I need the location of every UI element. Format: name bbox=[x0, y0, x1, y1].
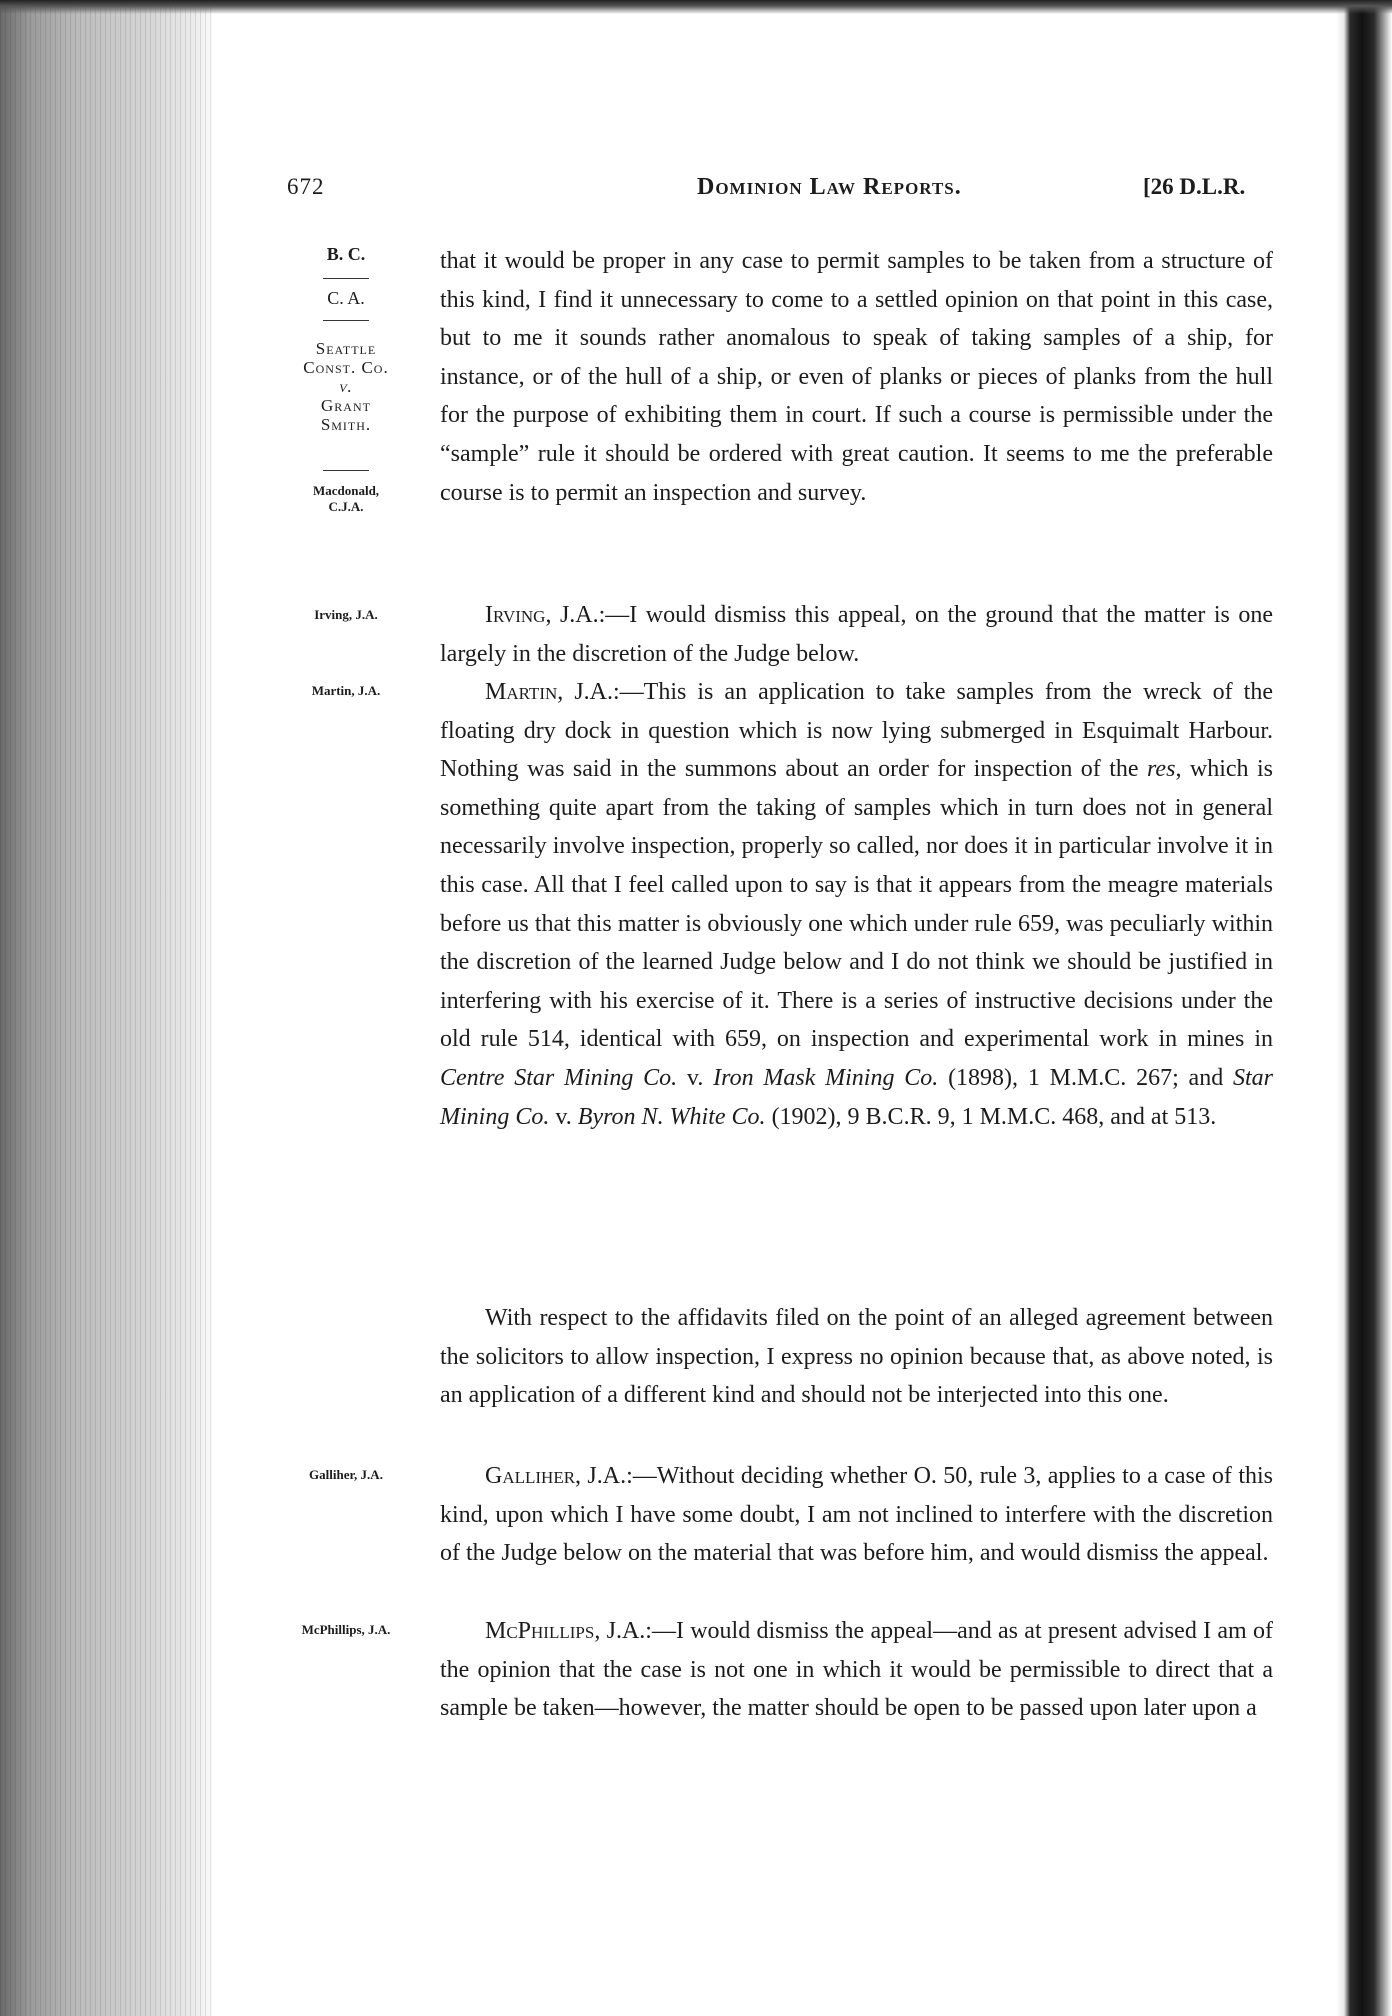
judge-line: Macdonald, bbox=[312, 483, 380, 498]
paragraph: that it would be proper in any case to permit samples to be taken from a structure of this kind, I find it unnecessary to come to a settled opinion on that point in this case, but to me it sounds rather anomalous to speak of taking samples of a ship, for instance, or of the hull of a ship, or even of planks or pieces of planks from the hull for the purpose of exhibiting them in court. If such a course is permissible under the “sample” rule it should be ordered with great caution. It seems to me the preferable course is to permit an inspection and survey. bbox=[440, 248, 1273, 506]
margin-judge-mcphillips: McPhillips, J.A. bbox=[301, 1622, 391, 1637]
case-name-line: Smith. bbox=[320, 415, 372, 434]
book-page-edge-lines bbox=[0, 0, 212, 2016]
judge-name: McPhillips bbox=[485, 1618, 595, 1644]
margin-judge-irving: Irving, J.A. bbox=[314, 607, 378, 622]
paragraph-text: , J.A.:—Without deciding whether O. 50, rule 3, applies to a case of this kind, upon which I have some doubt, I am not inclined to interfere with the discretion of the Judge below on the material that was before him, and would dismiss the appeal. bbox=[440, 1463, 1273, 1567]
paragraph-text: , J.A.:—This is an application to take samples from the wreck of the floating dry dock in question which is now lying submerged in Esquimalt Harbour. Nothing was said in the summons about an order for inspection of the bbox=[440, 679, 1273, 783]
judge-name: Martin bbox=[485, 679, 558, 705]
margin-judge-martin: Martin, J.A. bbox=[311, 683, 381, 698]
margin-judge-galliher: Galliher, J.A. bbox=[309, 1467, 383, 1482]
paragraph bbox=[440, 1457, 1273, 1573]
versus: v. bbox=[549, 1103, 578, 1130]
case-citation: Star Mining Co. bbox=[440, 1064, 1273, 1130]
paragraph bbox=[440, 673, 1273, 1136]
case-name-line: Seattle bbox=[315, 339, 377, 358]
paragraph bbox=[440, 596, 1273, 673]
case-citation: Byron N. White Co. bbox=[577, 1103, 766, 1130]
paragraph-text: , J.A.:—I would dismiss the appeal—and as at present advised I am of the opinion that the case is not one in which it would be permissible to direct that a sample be taken—however, the matter should be open to be passed upon later upon a bbox=[440, 1618, 1273, 1722]
volume-reference: [26 D.L.R. bbox=[1143, 174, 1246, 199]
paragraph-text: (1902), 9 B.C.R. 9, 1 M.M.C. 468, and at 513. bbox=[765, 1103, 1217, 1130]
running-header bbox=[287, 174, 1287, 208]
margin-divider bbox=[323, 320, 369, 321]
case-citation: Iron Mask Mining Co. bbox=[713, 1064, 939, 1091]
case-name-versus: v. bbox=[339, 377, 353, 396]
paragraph-text: (1898), 1 M.M.C. 267; and bbox=[938, 1064, 1233, 1091]
page-number: 672 bbox=[287, 174, 325, 199]
margin-judge-macdonald bbox=[272, 483, 420, 515]
case-citation: Centre Star Mining Co. bbox=[440, 1064, 678, 1091]
latin-term: res bbox=[1146, 756, 1176, 783]
top-edge-shadow bbox=[0, 0, 1392, 14]
opinion-martin-affidavits bbox=[440, 1299, 1273, 1415]
versus: v. bbox=[677, 1064, 714, 1091]
margin-division: C. A. bbox=[327, 288, 365, 308]
paragraph-text: , J.A.:—I would dismiss this appeal, on the ground that the matter is one largely in the discretion of the Judge below. bbox=[440, 602, 1273, 667]
opinion-galliher bbox=[440, 1457, 1273, 1573]
judge-name: Galliher bbox=[485, 1463, 576, 1489]
paragraph bbox=[440, 1612, 1273, 1728]
judge-name: Irving bbox=[485, 602, 546, 628]
book-binding-shadow bbox=[1336, 0, 1392, 2016]
opinion-irving bbox=[440, 596, 1273, 673]
opinion-mcphillips bbox=[440, 1612, 1273, 1728]
paragraph: With respect to the affidavits filed on the point of an alleged agreement between the solicitors to allow inspection, I express no opinion because that, as above noted, is an application of a different kind and should not be interjected into this one. bbox=[440, 1305, 1273, 1409]
opinion-martin bbox=[440, 673, 1273, 1136]
running-title: Dominion Law Reports. bbox=[697, 174, 962, 200]
margin-court: B. C. bbox=[326, 244, 366, 264]
opinion-continuation bbox=[440, 242, 1273, 512]
case-name-line: Const. Co. bbox=[303, 358, 389, 377]
case-name-line: Grant bbox=[321, 396, 371, 415]
paragraph-text: , which is something quite apart from the taking of samples which in turn does not in general necessarily involve inspection, properly so called, nor does it in particular involve it in this case. All that I feel called upon to say is that it appears from the meagre materials before us that this matter is obviously one which under rule 659, was peculiarly within the discretion of the learned Judge below and I do not think we should be justified in interfering with his exercise of it. There is a series of instructive decisions under the old rule 514, identical with 659, on inspection and experimental work in mines in bbox=[440, 756, 1273, 1053]
margin-divider bbox=[323, 470, 369, 471]
margin-divider bbox=[323, 278, 369, 279]
judge-line: C.J.A. bbox=[328, 499, 364, 514]
margin-case-name bbox=[272, 339, 420, 434]
